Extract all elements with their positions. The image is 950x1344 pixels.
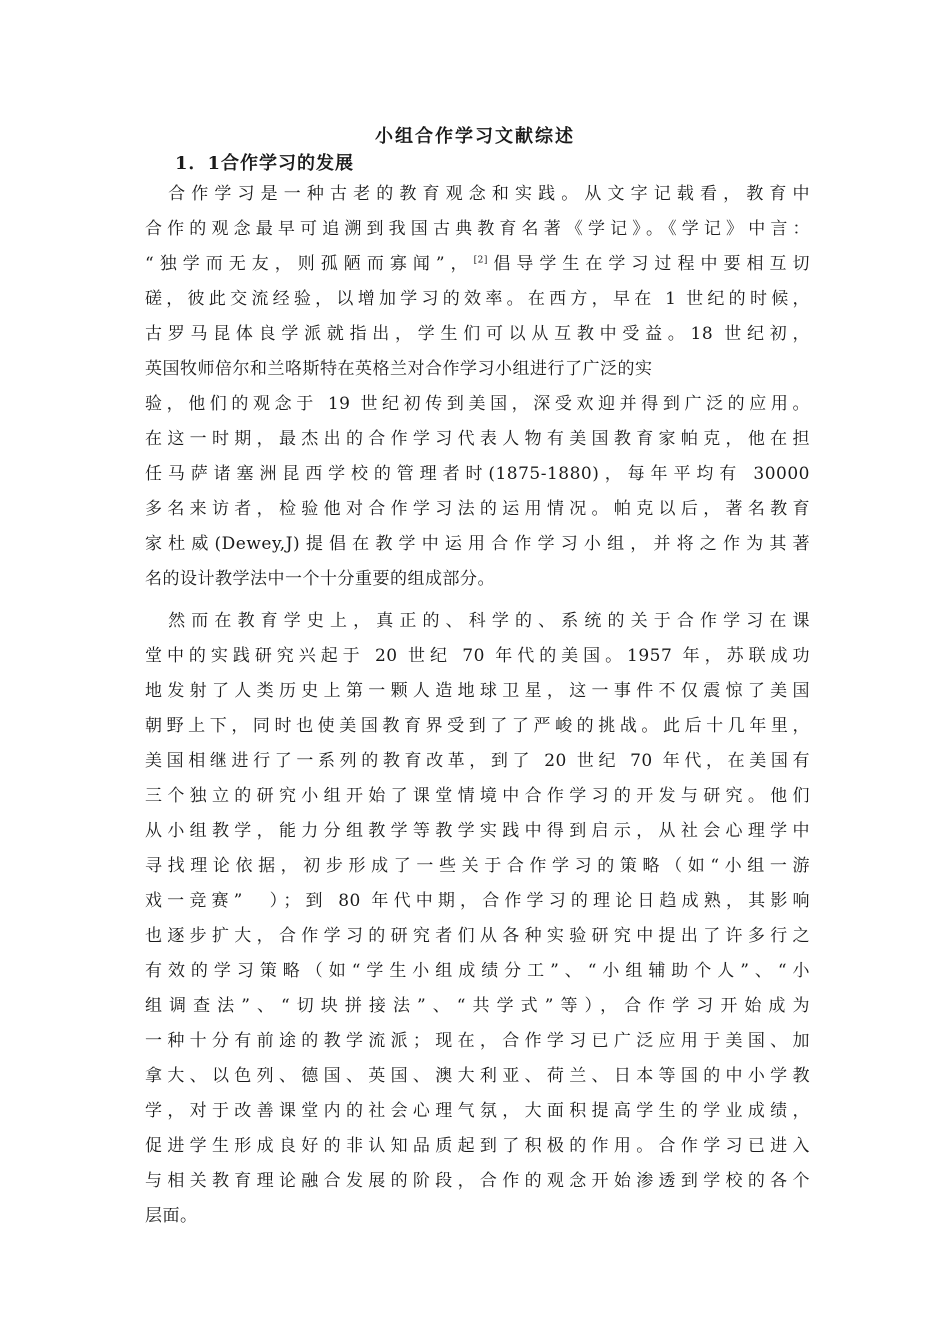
paragraph-line: 三个独立的研究小组开始了课堂情境中合作学习的开发与研究。他们 — [145, 786, 810, 806]
citation-marker: [2] — [473, 255, 488, 266]
paragraph-line: 学，对于改善课堂内的社会心理气氛，大面积提高学生的学业成绩， — [145, 1101, 810, 1121]
paragraph-line: 也逐步扩大，合作学习的研究者们从各种实验研究中提出了许多行之 — [145, 926, 810, 946]
paragraph-line: 促进学生形成良好的非认知品质起到了积极的作用。合作学习已进入 — [145, 1136, 810, 1156]
paragraph-line: 在这一时期，最杰出的合作学习代表人物有美国教育家帕克，他在担 — [145, 429, 810, 449]
paragraph-2 — [145, 604, 810, 1234]
paragraph-line: 组调查法”、“切块拼接法”、“共学式”等），合作学习开始成为 — [145, 996, 810, 1016]
paragraph-line: 合作的观念最早可追溯到我国古典教育名著《学记》。《学记》中言： — [145, 219, 810, 239]
paragraph-line: 美国相继进行了一系列的教育改革，到了 20 世纪 70 年代，在美国有 — [145, 751, 810, 771]
paragraph-line: 多名来访者，检验他对合作学习法的运用情况。帕克以后，著名教育 — [145, 499, 810, 519]
paragraph-line: 戏一竞赛” ）；到 80 年代中期，合作学习的理论日趋成熟，其影响 — [145, 891, 810, 911]
paragraph-line: 拿大、以色列、德国、英国、澳大利亚、荷兰、日本等国的中小学教 — [145, 1066, 810, 1086]
paragraph-line: 验，他们的观念于 19 世纪初传到美国，深受欢迎并得到广泛的应用。 — [145, 394, 810, 414]
quote-text: “独学而无友，则孤陋而寡闻”， — [145, 254, 474, 274]
quote-continuation: 倡导学生在学习过程中要相互切 — [487, 254, 811, 274]
paragraph-line: 任马萨诸塞洲昆西学校的管理者时(1875-1880)，每年平均有 30000 — [145, 464, 810, 484]
paragraph-line: 英国牧师倍尔和兰咯斯特在英格兰对合作学习小组进行了广泛的实 — [145, 359, 653, 379]
paragraph-line: 合作学习是一种古老的教育观念和实践。从文字记载看，教育中 — [145, 184, 810, 204]
paragraph-line: 寻找理论依据，初步形成了一些关于合作学习的策略（如“小组一游 — [145, 856, 810, 876]
paragraph-line: 层面。 — [145, 1206, 198, 1226]
paragraph-line: 磋，彼此交流经验，以增加学习的效率。在西方，早在 1 世纪的时候， — [145, 289, 810, 309]
paragraph-line: 古罗马昆体良学派就指出，学生们可以从互教中受益。18 世纪初， — [145, 324, 810, 344]
paragraph-line: 有效的学习策略（如“学生小组成绩分工”、“小组辅助个人”、“小 — [145, 961, 810, 981]
paragraph-line: 从小组教学，能力分组教学等教学实践中得到启示，从社会心理学中 — [145, 821, 810, 841]
paragraph-line: 家杜威(Dewey,J)提倡在教学中运用合作学习小组，并将之作为其著 — [145, 534, 810, 554]
paragraph-line: 朝野上下，同时也使美国教育界受到了了严峻的挑战。此后十几年里， — [145, 716, 810, 736]
document-title: 小组合作学习文献综述 — [375, 126, 575, 147]
paragraph-line: 名的设计教学法中一个十分重要的组成部分。 — [145, 569, 495, 589]
paragraph-line: 堂中的实践研究兴起于 20 世纪 70 年代的美国。1957 年，苏联成功 — [145, 646, 810, 666]
section-heading: 1．1合作学习的发展 — [175, 153, 355, 174]
paragraph-line: 然而在教育学史上，真正的、科学的、系统的关于合作学习在课 — [145, 611, 810, 631]
paragraph-line: 地发射了人类历史上第一颗人造地球卫星，这一事件不仅震惊了美国 — [145, 681, 810, 701]
paragraph-1 — [145, 177, 810, 597]
paragraph-line: 一种十分有前途的教学流派；现在，合作学习已广泛应用于美国、加 — [145, 1031, 810, 1051]
paragraph-line: 与相关教育理论融合发展的阶段，合作的观念开始渗透到学校的各个 — [145, 1171, 810, 1191]
paragraph-line-with-citation — [145, 247, 810, 282]
